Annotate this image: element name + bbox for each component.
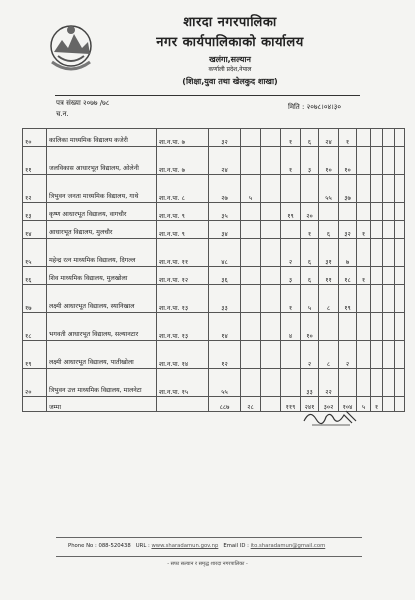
count-cell: ५५ — [319, 175, 339, 203]
total-cell: ५ — [357, 397, 371, 412]
school-name: कृष्ण आधारभूत विद्यालय, वागचौर — [47, 203, 157, 221]
count-cell: १९ — [339, 285, 357, 313]
count-cell — [357, 175, 371, 203]
ward-address: शा.न.पा. १५ — [157, 369, 209, 397]
count-cell — [371, 239, 383, 267]
count-cell: ५५ — [209, 369, 241, 397]
count-cell: २४ — [319, 129, 339, 147]
count-cell: १८ — [339, 267, 357, 285]
section-name: (शिक्षा,युवा तथा खेलकुद शाखा) — [182, 77, 278, 86]
total-label: जम्मा — [47, 397, 157, 412]
contact-info — [68, 543, 358, 549]
count-cell: ५ — [301, 285, 319, 313]
count-cell — [395, 267, 405, 285]
total-empty — [23, 397, 47, 412]
count-cell — [281, 221, 301, 239]
table-row — [23, 341, 405, 369]
website-link[interactable]: www.sharadamun.gov.np — [151, 543, 219, 549]
count-cell: ३ — [301, 147, 319, 175]
count-cell: १२ — [209, 341, 241, 369]
count-cell — [319, 203, 339, 221]
count-cell: २ — [281, 239, 301, 267]
count-cell — [383, 147, 395, 175]
footer-divider — [56, 537, 362, 538]
office-location: खलंगा,सल्यान — [209, 55, 251, 64]
row-serial: १९ — [23, 341, 47, 369]
count-cell — [383, 285, 395, 313]
count-cell — [371, 221, 383, 239]
count-cell — [281, 341, 301, 369]
count-cell — [261, 129, 281, 147]
count-cell: १० — [319, 147, 339, 175]
count-cell: ८ — [319, 341, 339, 369]
total-cell — [383, 397, 395, 412]
ward-address: शा.न.पा. १३ — [157, 285, 209, 313]
count-cell — [371, 175, 383, 203]
count-cell — [371, 203, 383, 221]
count-cell — [357, 313, 371, 341]
count-cell: १ — [357, 267, 371, 285]
count-cell — [371, 129, 383, 147]
count-cell — [371, 341, 383, 369]
count-cell — [241, 129, 261, 147]
count-cell: ३७ — [339, 175, 357, 203]
row-serial: १८ — [23, 313, 47, 341]
signature-icon — [300, 405, 360, 431]
count-cell — [395, 285, 405, 313]
count-cell: २४ — [209, 147, 241, 175]
count-cell — [383, 239, 395, 267]
count-cell — [395, 341, 405, 369]
table-row — [23, 129, 405, 147]
nepal-emblem-icon — [44, 18, 98, 78]
count-cell: १० — [301, 313, 319, 341]
row-serial: १२ — [23, 175, 47, 203]
row-serial: १६ — [23, 267, 47, 285]
count-cell — [281, 369, 301, 397]
table-row — [23, 175, 405, 203]
count-cell — [241, 147, 261, 175]
footer-divider-2 — [56, 556, 362, 557]
total-cell — [261, 397, 281, 412]
count-cell — [319, 313, 339, 341]
count-cell — [357, 147, 371, 175]
count-cell: १ — [281, 129, 301, 147]
total-cell — [395, 397, 405, 412]
count-cell — [371, 147, 383, 175]
count-cell — [357, 203, 371, 221]
school-name: त्रिभुवन उत्त माध्यमिक विद्यालय, मालनेटा — [47, 369, 157, 397]
count-cell — [357, 341, 371, 369]
count-cell — [383, 221, 395, 239]
email-label: Email ID : — [223, 543, 249, 549]
count-cell — [395, 129, 405, 147]
school-name: महेन्द्र रत्न माध्यमिक विद्यालय, दिगल्ल — [47, 239, 157, 267]
count-cell — [371, 313, 383, 341]
count-cell — [281, 175, 301, 203]
count-cell — [241, 285, 261, 313]
tagline: - सफा सल्यान र समृद्ध शारदा नगरपालिका - — [167, 561, 248, 567]
ward-address: शा.न.पा. ८ — [157, 175, 209, 203]
count-cell — [383, 369, 395, 397]
count-cell — [241, 369, 261, 397]
ward-address: शा.न.पा. ११ — [157, 239, 209, 267]
province-country: कर्णाली प्रदेश,नेपाल — [208, 66, 252, 73]
count-cell — [357, 129, 371, 147]
count-cell — [301, 175, 319, 203]
count-cell — [383, 313, 395, 341]
count-cell: १ — [301, 221, 319, 239]
total-cell: १ — [371, 397, 383, 412]
total-cell: ११९ — [281, 397, 301, 412]
count-cell: ३२ — [339, 221, 357, 239]
school-name: आधारभूत विद्यालय, मुलचौर — [47, 221, 157, 239]
count-cell: २ — [301, 341, 319, 369]
count-cell: ६ — [301, 267, 319, 285]
ward-address: शा.न.पा. ७ — [157, 147, 209, 175]
count-cell: २ — [339, 341, 357, 369]
count-cell — [383, 175, 395, 203]
count-cell: ४ — [281, 313, 301, 341]
count-cell — [241, 341, 261, 369]
total-cell: २४१ — [301, 397, 319, 412]
count-cell — [371, 267, 383, 285]
count-cell: ३६ — [209, 267, 241, 285]
count-cell: १ — [339, 129, 357, 147]
table-row — [23, 267, 405, 285]
row-serial: १३ — [23, 203, 47, 221]
school-name: शिव माध्यमिक विद्यालय, मुलखोला — [47, 267, 157, 285]
count-cell — [383, 203, 395, 221]
count-cell: १० — [339, 147, 357, 175]
count-cell — [395, 369, 405, 397]
count-cell — [241, 221, 261, 239]
count-cell — [357, 369, 371, 397]
ward-address: शा.न.पा. ९ — [157, 203, 209, 221]
count-cell — [339, 203, 357, 221]
count-cell — [261, 369, 281, 397]
header-divider — [55, 95, 360, 96]
count-cell — [241, 267, 261, 285]
total-cell: ८८७ — [209, 397, 241, 412]
municipality-name: शारदा नगरपालिका — [183, 15, 277, 30]
count-cell — [261, 341, 281, 369]
count-cell — [395, 147, 405, 175]
ward-address: शा.न.पा. १२ — [157, 267, 209, 285]
ward-address: शा.न.पा. १३ — [157, 313, 209, 341]
office-name: नगर कार्यपालिकाको कार्यालय — [156, 35, 304, 50]
letter-date: मिति : २०७८।०४।३० — [288, 103, 342, 111]
count-cell — [395, 203, 405, 221]
count-cell: ६ — [301, 239, 319, 267]
school-name: लक्ष्मी आधारभूत विद्यालय, पातीखोला — [47, 341, 157, 369]
count-cell — [383, 341, 395, 369]
count-cell — [339, 369, 357, 397]
count-cell — [395, 239, 405, 267]
count-cell: १९ — [281, 203, 301, 221]
row-serial: १० — [23, 129, 47, 147]
count-cell: १ — [281, 147, 301, 175]
count-cell — [339, 313, 357, 341]
total-cell: ३०२ — [319, 397, 339, 412]
table-row — [23, 239, 405, 267]
url-label: URL : — [135, 543, 150, 549]
count-cell — [241, 203, 261, 221]
email-link[interactable]: ito.sharadamun@gmail.com — [250, 543, 326, 549]
count-cell: २० — [301, 203, 319, 221]
count-cell — [261, 313, 281, 341]
count-cell: १४ — [209, 313, 241, 341]
school-table — [22, 128, 405, 412]
count-cell — [371, 285, 383, 313]
school-name: कालिका माध्यमिक विद्यालय कजेरी — [47, 129, 157, 147]
count-cell: ३१ — [319, 239, 339, 267]
phone-number: Phone No : 088-520438 — [68, 543, 131, 549]
ward-address: शा.न.पा. १४ — [157, 341, 209, 369]
school-name: जलविकास आधारभूत विद्यालय, ओलेनी — [47, 147, 157, 175]
ward-address: शा.न.पा. ९ — [157, 221, 209, 239]
count-cell — [395, 221, 405, 239]
count-cell — [357, 285, 371, 313]
count-cell: ३५ — [209, 203, 241, 221]
school-name: त्रिभुवन जनता माध्यमिक विद्यालय, गाथे — [47, 175, 157, 203]
count-cell — [395, 313, 405, 341]
count-cell: ३४ — [209, 221, 241, 239]
count-cell: ६ — [301, 129, 319, 147]
table-row — [23, 313, 405, 341]
total-cell: १०४ — [339, 397, 357, 412]
school-name: भगवती आधारभूत विद्यालय, सल्यानटार — [47, 313, 157, 341]
row-serial: १५ — [23, 239, 47, 267]
count-cell — [261, 175, 281, 203]
row-serial: ११ — [23, 147, 47, 175]
count-cell — [261, 285, 281, 313]
count-cell — [383, 267, 395, 285]
count-cell: १ — [281, 285, 301, 313]
table-row — [23, 285, 405, 313]
table-row — [23, 369, 405, 397]
count-cell: १ — [357, 221, 371, 239]
count-cell: ११ — [319, 267, 339, 285]
count-cell: ७ — [339, 239, 357, 267]
count-cell: ६ — [319, 221, 339, 239]
count-cell — [371, 369, 383, 397]
table-row — [23, 221, 405, 239]
count-cell: ५ — [241, 175, 261, 203]
total-empty — [157, 397, 209, 412]
school-name: लक्ष्मी आधारभूत विद्यालय, स्यानिखाल — [47, 285, 157, 313]
count-cell: ४८ — [209, 239, 241, 267]
count-cell — [395, 175, 405, 203]
table-row — [23, 147, 405, 175]
letter-number: पत्र संख्या २०७७ /७८ — [56, 99, 110, 107]
row-serial: १७ — [23, 285, 47, 313]
count-cell — [261, 221, 281, 239]
count-cell: २२ — [319, 369, 339, 397]
count-cell: ३ — [281, 267, 301, 285]
dispatch-number: च.न. — [56, 110, 69, 118]
row-serial: २० — [23, 369, 47, 397]
count-cell: ३३ — [209, 285, 241, 313]
count-cell: ३२ — [209, 129, 241, 147]
count-cell: ८ — [319, 285, 339, 313]
count-cell — [383, 129, 395, 147]
count-cell: ३३ — [301, 369, 319, 397]
count-cell — [261, 239, 281, 267]
ward-address: शा.न.पा. ७ — [157, 129, 209, 147]
count-cell — [261, 147, 281, 175]
table-row — [23, 203, 405, 221]
count-cell: २७ — [209, 175, 241, 203]
count-cell — [357, 239, 371, 267]
count-cell — [261, 267, 281, 285]
count-cell — [241, 313, 261, 341]
count-cell — [261, 203, 281, 221]
total-cell: २८ — [241, 397, 261, 412]
row-serial: १४ — [23, 221, 47, 239]
count-cell — [241, 239, 261, 267]
